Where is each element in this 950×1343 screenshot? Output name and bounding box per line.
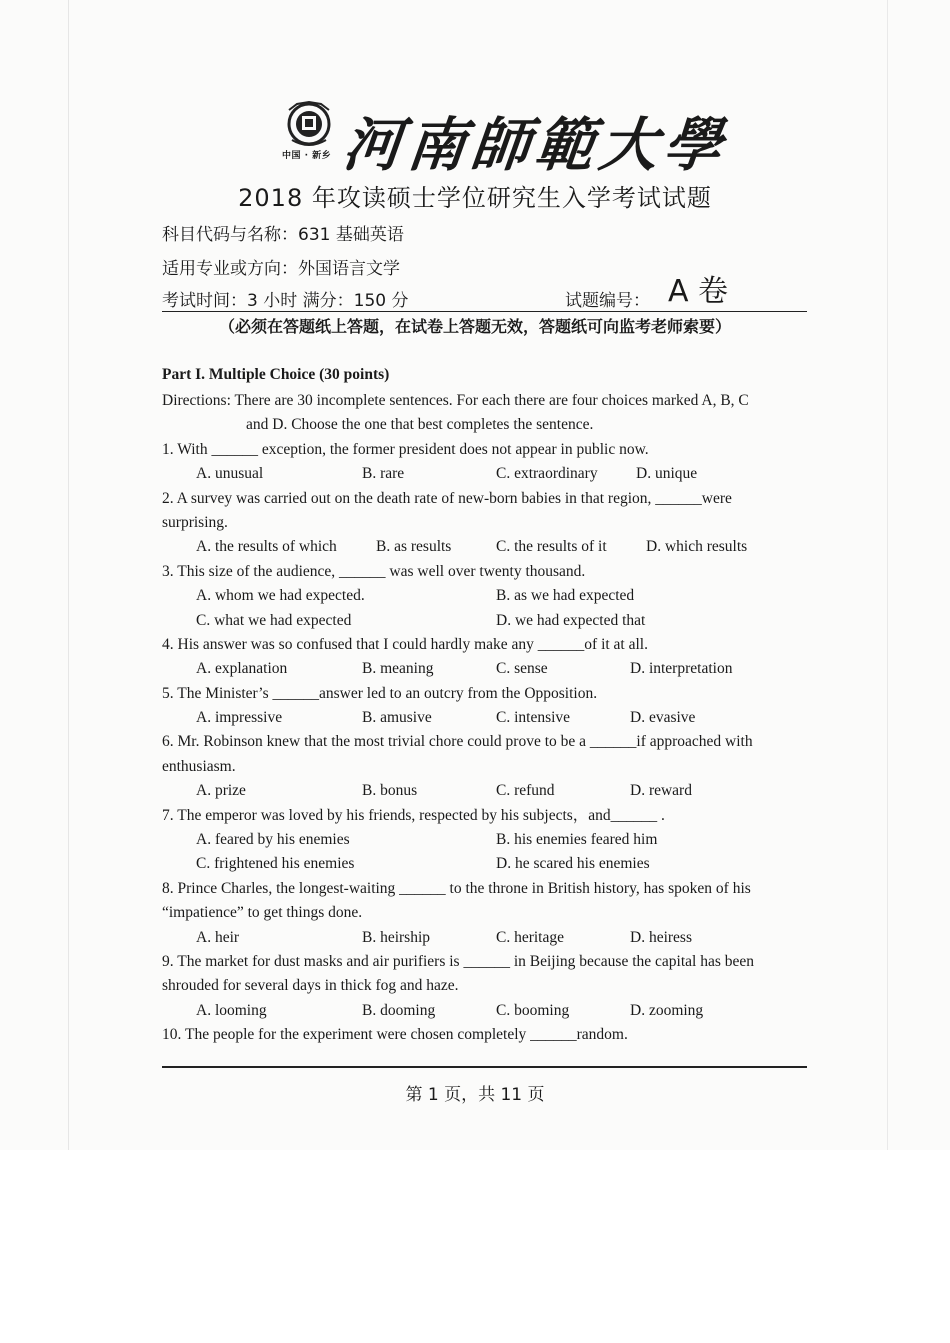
option-c: C. booming (496, 1001, 570, 1019)
option-d: D. which results (646, 538, 748, 556)
question-stem: 1. With ______ exception, the former president does not appear in public now. (162, 440, 649, 458)
question-stem: 8. Prince Charles, the longest-waiting ______ to the throne in British history, has spoken of his (162, 879, 751, 897)
question-stem: 9. The market for dust masks and air purifiers is ______ in Beijing because the capital has been (162, 952, 754, 970)
option-c: C. sense (496, 660, 548, 678)
part-heading: Part I. Multiple Choice (30 points) (162, 366, 390, 383)
option-a: A. heir (196, 928, 240, 946)
option-b: B. heirship (362, 928, 431, 946)
option-b: B. rare (362, 465, 405, 483)
question-stem-cont: surprising. (162, 513, 228, 531)
paper-variant: A 卷 (668, 274, 729, 309)
option-c: C. extraordinary (496, 465, 598, 483)
emblem-caption: 中国 · 新乡 (282, 151, 332, 161)
question-options (162, 852, 807, 876)
major-line: 适用专业或方向：外国语言文学 (162, 259, 400, 279)
directions-line: and D. Choose the one that best completes the sentence. (246, 416, 594, 434)
option-c: C. intensive (496, 709, 571, 727)
option-b: B. his enemies feared him (496, 831, 658, 849)
question-options (162, 462, 807, 486)
option-b: B. meaning (362, 660, 434, 678)
question-stem: 6. Mr. Robinson knew that the most trivial chore could prove to be a ______if approached with (162, 733, 753, 751)
option-d: D. zooming (630, 1001, 704, 1019)
option-d: D. interpretation (630, 660, 733, 678)
question-stem-cont: shrouded for several days in thick fog and haze. (162, 977, 459, 995)
question-stem: 2. A survey was carried out on the death rate of new-born babies in that region, ______were (162, 489, 732, 507)
question-stem-cont: “impatience” to get things done. (162, 904, 363, 922)
footer-rule (162, 1066, 807, 1068)
option-c: C. refund (496, 782, 555, 800)
paper-id-label: 试题编号： (565, 291, 650, 311)
answer-sheet-notice: （必须在答题纸上答题，在试卷上答题无效，答题纸可向监考老师索要） (218, 317, 731, 336)
option-a: A. explanation (196, 660, 288, 678)
option-d: D. unique (636, 465, 698, 483)
option-d: D. he scared his enemies (496, 855, 650, 873)
option-c: C. the results of it (496, 538, 607, 556)
option-a: A. looming (196, 1001, 267, 1019)
question-stem: 4. His answer was so confused that I could hardly make any ______of it at all. (162, 635, 648, 653)
question-options (162, 828, 807, 852)
question-stem: 3. This size of the audience, ______ was well over twenty thousand. (162, 562, 586, 580)
option-a: A. prize (196, 782, 246, 800)
exam-title: 2018 年攻读硕士学位研究生入学考试试题 (238, 184, 712, 212)
option-d: D. evasive (630, 709, 696, 727)
time-line: 考试时间：3 小时 满分：150 分 (162, 291, 409, 311)
option-a: A. whom we had expected. (196, 587, 365, 605)
question-options (162, 657, 807, 681)
question-stem: 10. The people for the experiment were chosen completely ______random. (162, 1026, 628, 1044)
option-d: D. reward (630, 782, 692, 800)
question-options (162, 926, 807, 950)
question-stem: 5. The Minister’s ______answer led to an outcry from the Opposition. (162, 684, 598, 702)
page-edge-left (68, 0, 69, 1150)
exam-body (162, 365, 807, 1048)
question-options (162, 706, 807, 730)
page-number: 第 1 页，共 11 页 (405, 1085, 545, 1105)
option-b: B. dooming (362, 1001, 436, 1019)
question-options (162, 779, 807, 803)
option-c: C. heritage (496, 928, 565, 946)
question-options (162, 999, 807, 1023)
directions-line: Directions: There are 30 incomplete sentences. For each there are four choices marked A, B, C (162, 392, 749, 409)
question-options (162, 584, 807, 608)
option-a: A. unusual (196, 465, 264, 483)
option-c: C. frightened his enemies (196, 855, 355, 873)
option-b: B. bonus (362, 782, 418, 800)
page-edge-right (887, 0, 888, 1150)
option-b: B. as results (376, 538, 452, 556)
subject-line: 科目代码与名称：631 基础英语 (162, 225, 404, 245)
option-c: C. what we had expected (196, 611, 352, 629)
option-d: D. we had expected that (496, 611, 646, 629)
question-options (162, 535, 807, 559)
university-logo (280, 100, 732, 179)
question-options (162, 609, 807, 633)
header-rule (162, 311, 807, 312)
option-b: B. as we had expected (496, 587, 635, 605)
option-a: A. feared by his enemies (196, 831, 350, 849)
option-b: B. amusive (362, 709, 432, 727)
option-a: A. the results of which (196, 538, 337, 556)
question-stem-cont: enthusiasm. (162, 757, 236, 775)
question-stem: 7. The emperor was loved by his friends, respected by his subjects，and______ . (162, 806, 665, 824)
option-d: D. heiress (630, 928, 692, 946)
university-name: 河南師範大學 (339, 111, 732, 179)
option-a: A. impressive (196, 709, 283, 727)
